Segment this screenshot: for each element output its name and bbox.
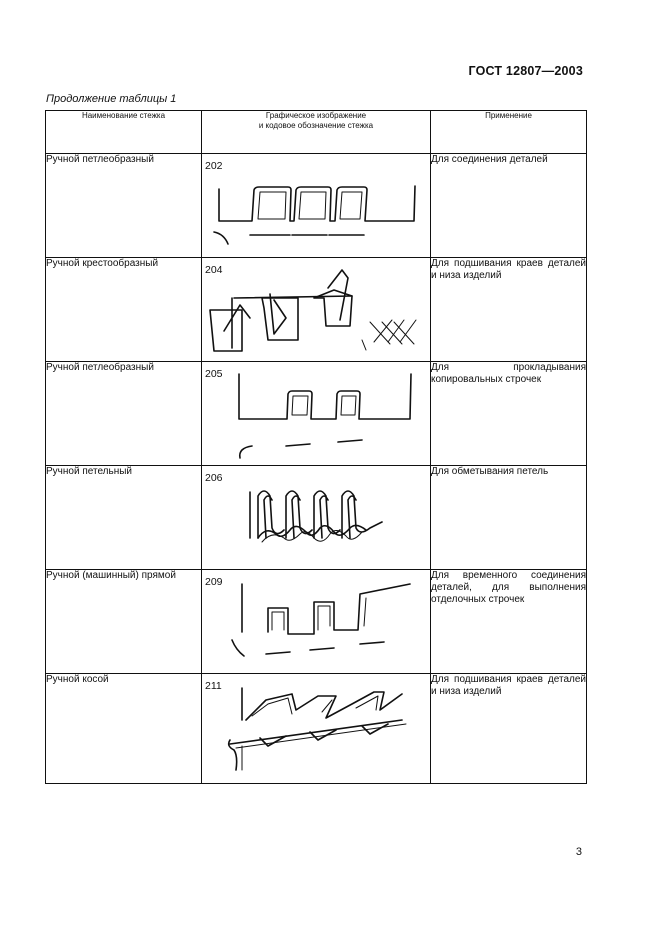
stitch-205-illustration [202, 362, 431, 465]
stitch-usage: Для подшивания краев деталей и низа изделий [431, 258, 587, 362]
stitch-code: 202 [205, 160, 223, 172]
stitch-figure-cell [202, 154, 431, 258]
column-header-image [202, 111, 431, 154]
stitch-figure-cell [202, 674, 431, 784]
column-header-image-line1: Графическое изображение [265, 111, 367, 120]
stitch-usage: Для прокладывания копировальных строчек [431, 362, 587, 466]
stitch-name: Ручной петельный [46, 466, 202, 570]
stitch-code: 211 [205, 680, 222, 692]
stitch-figure-cell [202, 258, 431, 362]
table-row [46, 466, 587, 570]
stitch-usage: Для временного соединения деталей, для выполнения отделочных строчек [431, 570, 587, 674]
standard-number: ГОСТ 12807—2003 [468, 64, 583, 78]
stitch-code: 209 [205, 576, 223, 588]
stitch-code: 204 [205, 264, 223, 276]
table-caption: Продолжение таблицы 1 [46, 93, 177, 105]
table-row [46, 362, 587, 466]
stitch-name: Ручной косой [46, 674, 202, 784]
table-row [46, 258, 587, 362]
stitch-usage: Для обметывания петель [431, 466, 587, 570]
stitch-name: Ручной крестообразный [46, 258, 202, 362]
column-header-name: Наименование стежка [46, 111, 202, 154]
table-row [46, 154, 587, 258]
stitch-211-illustration [202, 674, 431, 784]
stitch-202-illustration [202, 154, 431, 257]
stitch-name: Ручной (машинный) прямой [46, 570, 202, 674]
stitch-name: Ручной петлеобразный [46, 362, 202, 466]
stitch-figure-cell [202, 362, 431, 466]
column-header-image-line2: и кодовое обозначение стежка [258, 121, 374, 130]
stitch-code: 205 [205, 368, 223, 380]
table-header-row [46, 111, 587, 154]
stitch-usage: Для подшивания краев деталей и низа изделий [431, 674, 587, 784]
stitch-name: Ручной петлеобразный [46, 154, 202, 258]
table-row [46, 570, 587, 674]
stitch-usage: Для соединения деталей [431, 154, 587, 258]
page-number: 3 [575, 846, 582, 858]
stitch-code: 206 [205, 472, 223, 484]
stitch-figure-cell [202, 466, 431, 570]
stitch-209-illustration [202, 570, 431, 673]
table-row [46, 674, 587, 784]
stitch-206-illustration [202, 466, 431, 569]
stitch-table [45, 110, 587, 784]
stitch-figure-cell [202, 570, 431, 674]
stitch-204-illustration [202, 258, 431, 361]
column-header-usage: Применение [431, 111, 587, 154]
